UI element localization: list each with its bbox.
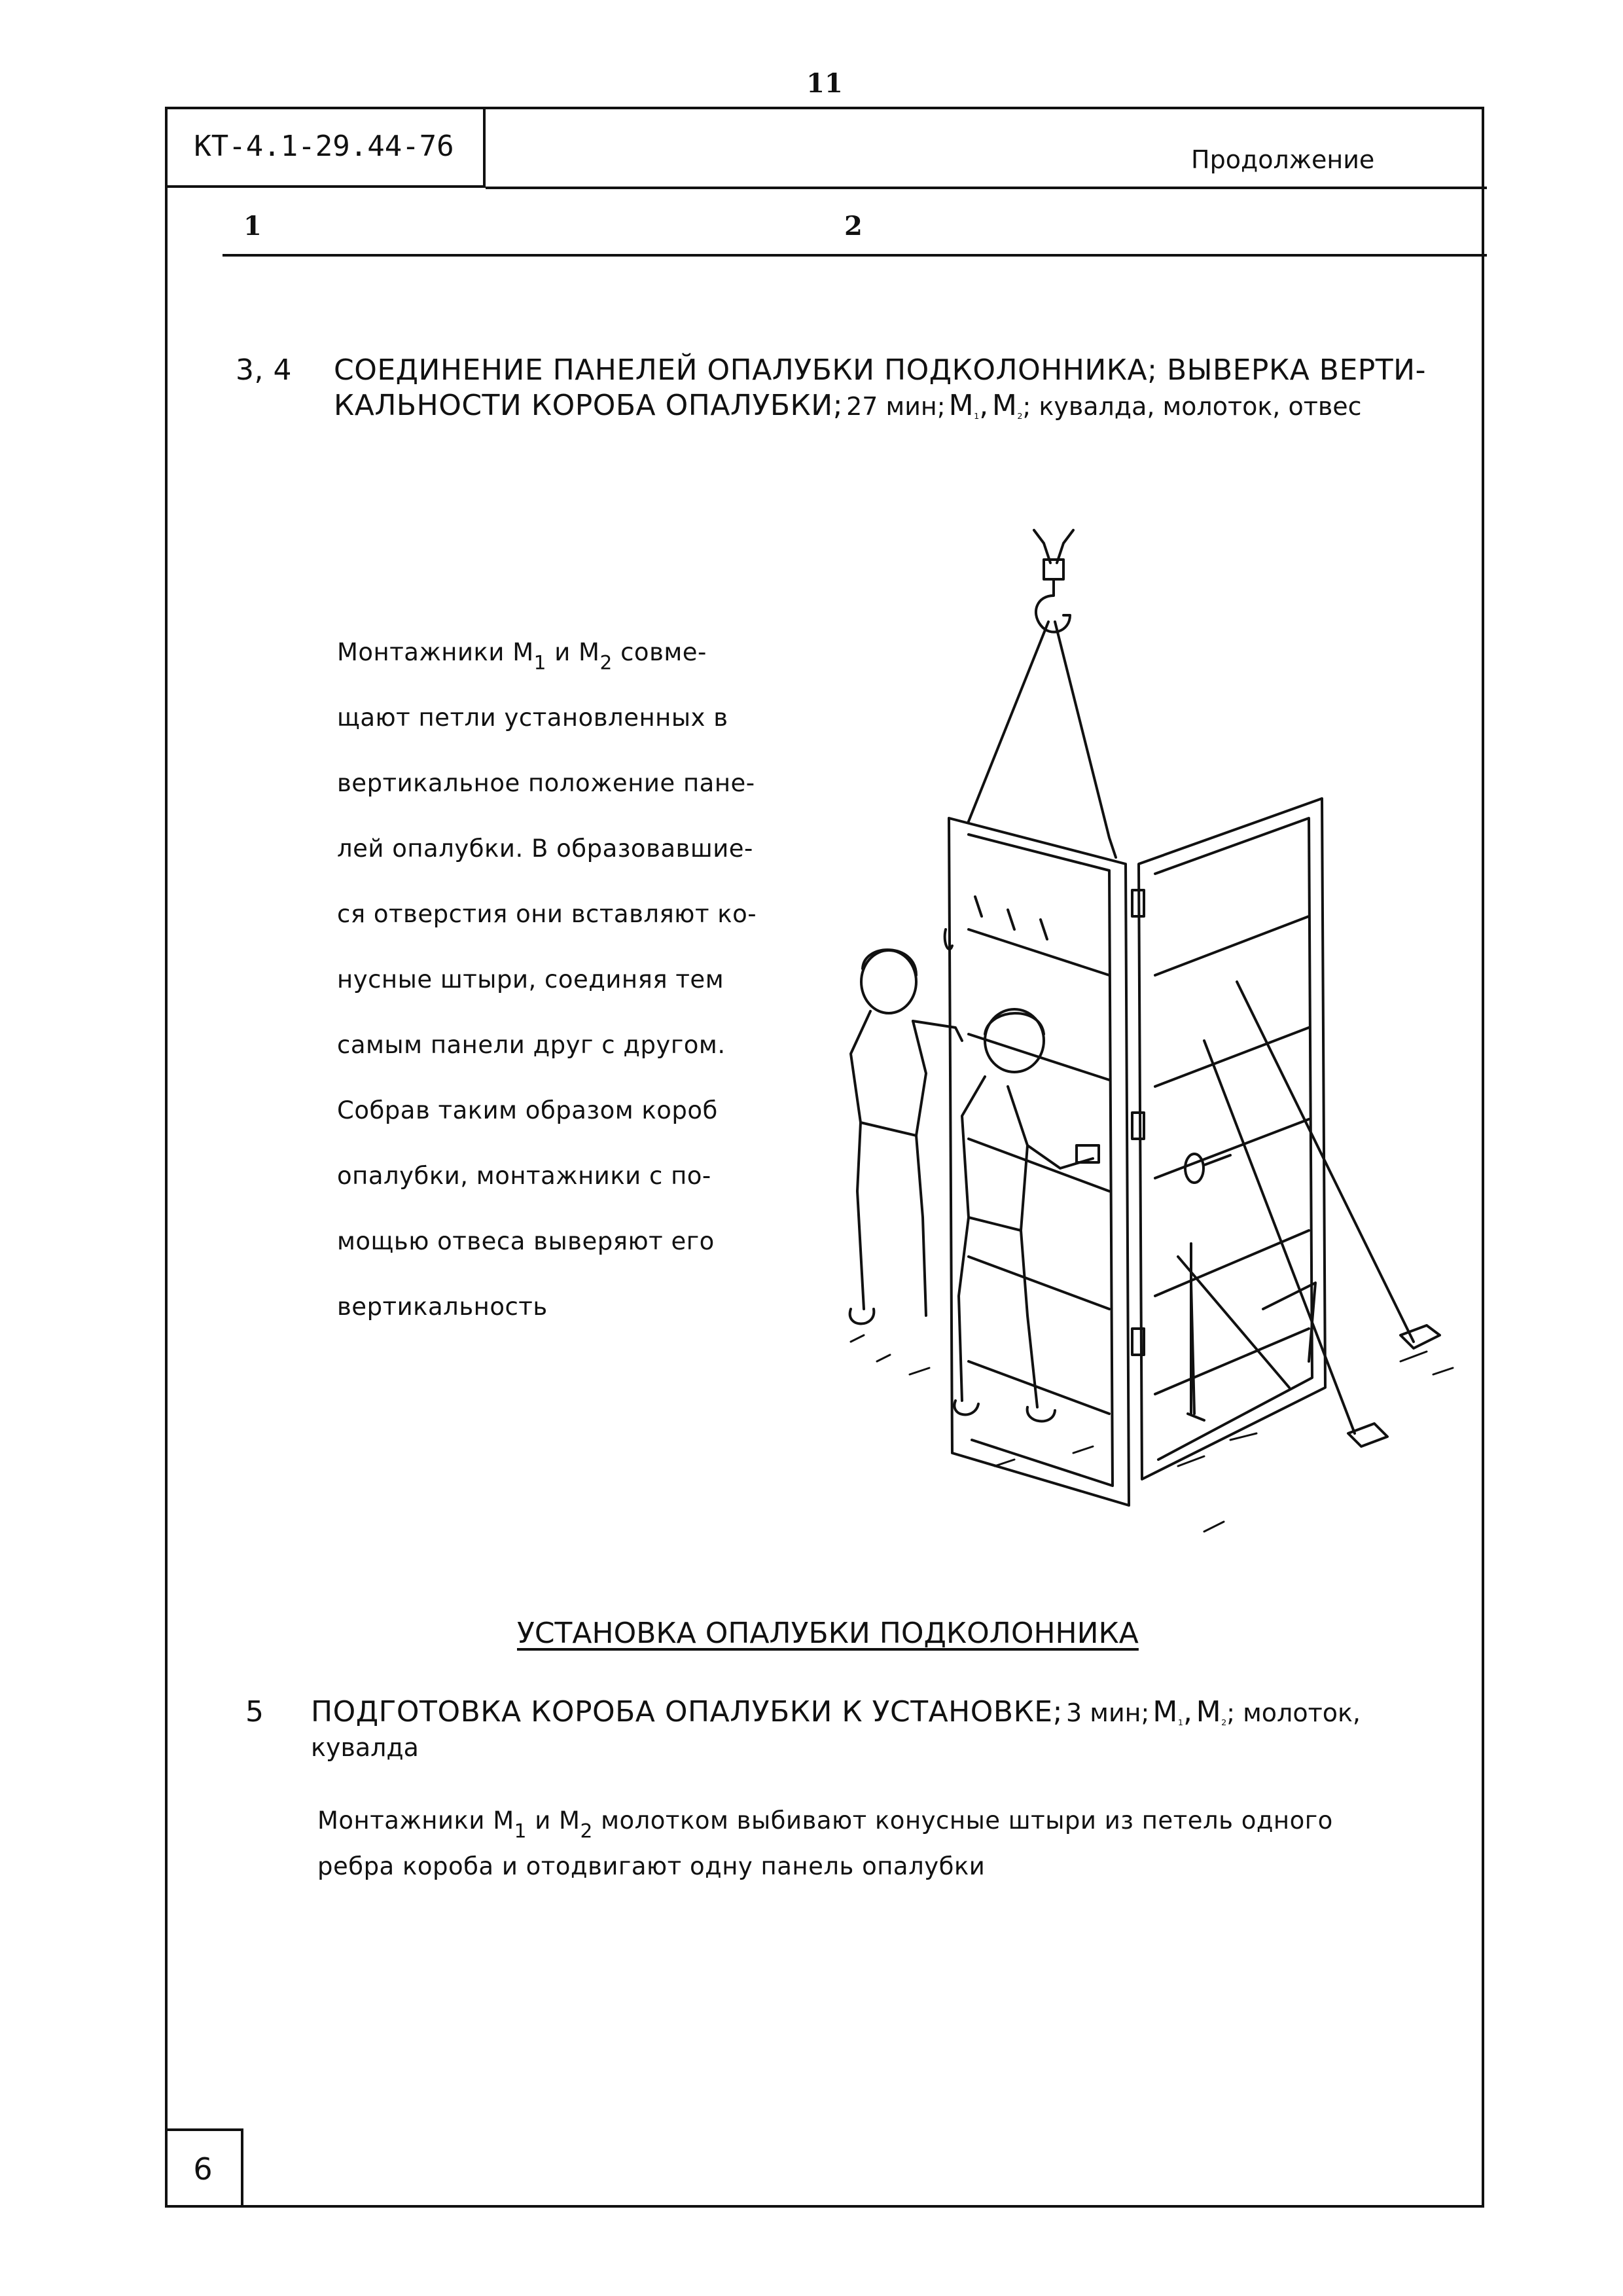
section-title: УСТАНОВКА ОПАЛУБКИ ПОДКОЛОННИКА <box>517 1617 1139 1650</box>
right-sling <box>1055 622 1116 857</box>
worker-m1-figure <box>850 950 962 1323</box>
description-text: молотком выбивают конусные штыри из петель одного <box>592 1806 1333 1835</box>
description-text: Монтажники М <box>337 638 534 666</box>
description-line: Собрав таким образом короб <box>337 1096 718 1124</box>
description-line: ся отверстия они вставляют ко- <box>337 900 757 928</box>
worker-m: М <box>1152 1695 1178 1729</box>
step-number: 5 <box>245 1695 264 1729</box>
step-title-line1: СОЕДИНЕНИЕ ПАНЕЛЕЙ ОПАЛУБКИ ПОДКОЛОННИКА; ВЫВЕРКА ВЕРТИ- <box>334 353 1426 387</box>
column-1-number: 1 <box>243 211 262 242</box>
description-line: опалубки, монтажники с по- <box>337 1162 711 1190</box>
worker-sub: 2 <box>599 651 613 674</box>
brace-strut <box>1178 1257 1289 1388</box>
header-rule <box>486 187 1487 189</box>
description-line: лей опалубки. В образовавшие- <box>337 834 753 863</box>
worker-m: М <box>1196 1695 1222 1729</box>
worker-sub: 2 <box>1017 411 1023 422</box>
column-2-number: 2 <box>844 211 863 242</box>
description-text: совме- <box>612 638 707 666</box>
description-line: самым панели друг с другом. <box>337 1031 726 1059</box>
worker-sub: 2 <box>580 1820 593 1842</box>
step-time: 27 мин; <box>846 392 946 421</box>
description-text: и М <box>526 1806 580 1835</box>
description-text: Монтажники М <box>317 1806 514 1835</box>
description-line: щают петли установленных в <box>337 704 728 732</box>
description-line <box>317 1806 1333 1842</box>
worker-sub: 1 <box>1177 1717 1184 1728</box>
sheet-number-box: 6 <box>165 2128 243 2207</box>
step-title-line2: КАЛЬНОСТИ КОРОБА ОПАЛУБКИ; 27 мин; $М_1$, $М_2$; кувалда, молоток, отвес <box>334 389 1362 422</box>
description-line: вертикальное положение пане- <box>337 769 755 797</box>
worker-sub: 2 <box>1221 1717 1227 1728</box>
step-title-line1: ПОДГОТОВКА КОРОБА ОПАЛУБКИ К УСТАНОВКЕ; 3 мин; $М_1$, $М_2$; молоток, <box>311 1695 1361 1729</box>
left-sling <box>969 622 1048 821</box>
column-header-rule <box>223 254 1487 257</box>
worker-m: М <box>948 389 974 422</box>
worker-sub: 1 <box>974 411 980 422</box>
step-tools: ; молоток, <box>1226 1698 1361 1727</box>
step-time: 3 мин; <box>1066 1698 1150 1727</box>
description-line: вертикальность <box>337 1293 548 1321</box>
ground-hatching <box>851 1335 1453 1532</box>
step-title-caps: ПОДГОТОВКА КОРОБА ОПАЛУБКИ К УСТАНОВКЕ; <box>311 1695 1063 1729</box>
step-number: 3, 4 <box>236 353 292 387</box>
description-text: и М <box>546 638 600 666</box>
continuation-label: Продолжение <box>1191 145 1375 174</box>
description-line: нусные штыри, соединяя тем <box>337 965 724 994</box>
step-title-caps: КАЛЬНОСТИ КОРОБА ОПАЛУБКИ; <box>334 389 844 422</box>
step-tools-line2: кувалда <box>311 1733 419 1762</box>
formwork-illustration <box>812 524 1492 1545</box>
step-tools: ; кувалда, молоток, отвес <box>1022 392 1362 421</box>
worker-m: М <box>991 389 1018 422</box>
worker-sub: 1 <box>514 1820 527 1842</box>
description-line <box>337 638 707 673</box>
worker-m2-figure <box>954 1009 1099 1421</box>
right-formwork-panel <box>1139 798 1325 1479</box>
description-line: мощью отвеса выверяют его <box>337 1227 715 1255</box>
document-code: КТ-4.1-29.44-76 <box>165 107 486 188</box>
base-plate <box>1348 1424 1387 1446</box>
description-line: ребра короба и отодвигают одну панель опалубки <box>317 1852 986 1880</box>
crane-hook-icon <box>1034 530 1073 632</box>
page-number: 11 <box>806 68 843 99</box>
worker-sub: 1 <box>533 651 546 674</box>
